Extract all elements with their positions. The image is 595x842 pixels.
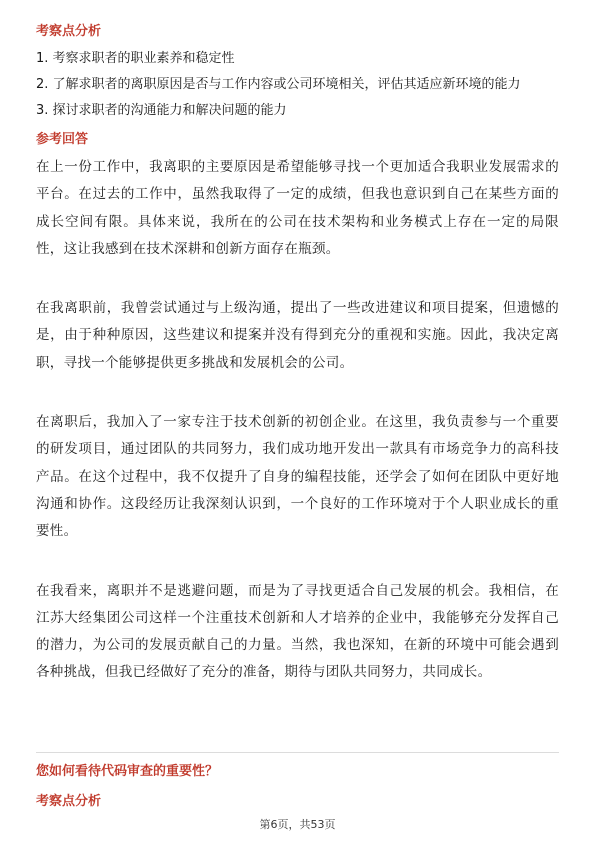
answer-paragraph: 在上一份工作中，我离职的主要原因是希望能够寻找一个更加适合我职业发展需求的平台。在过去的工作中，虽然我取得了一定的成绩，但我也意识到自己在某些方面的成长空间有限。具体来说，我所在的公司在技术架构和业务模式上存在一定的局限性，这让我感到在技术深耕和创新方面存在瓶颈。	[36, 159, 559, 257]
analysis-item: 1. 考察求职者的职业素养和稳定性	[36, 51, 235, 66]
analysis-item: 3. 探讨求职者的沟通能力和解决问题的能力	[36, 103, 287, 118]
answer-paragraph: 在离职后，我加入了一家专注于技术创新的初创企业。在这里，我负责参与一个重要的研发项目，通过团队的共同努力，我们成功地开发出一款具有市场竞争力的高科技产品。在这个过程中，我不仅提升了自身的编程技能，还学会了如何在团队中更好地沟通和协作。这段经历让我深刻认识到，一个良好的工作环境对于个人职业成长的重要性。	[36, 414, 559, 540]
analysis-title: 考察点分析	[36, 24, 102, 39]
answer-paragraph: 在我看来，离职并不是逃避问题，而是为了寻找更适合自己发展的机会。我相信，在江苏大经集团公司这样一个注重技术创新和人才培养的企业中，我能够充分发挥自己的潜力，为公司的发展贡献自己的力量。当然，我也深知，在新的环境中可能会遇到各种挑战，但我已经做好了充分的准备，期待与团队共同努力，共同成长。	[36, 582, 559, 681]
analysis-item: 2. 了解求职者的离职原因是否与工作内容或公司环境相关，评估其适应新环境的能力	[36, 77, 521, 92]
section-divider	[36, 752, 559, 753]
content-area	[36, 22, 559, 687]
next-question-heading: 您如何看待代码审查的重要性？	[36, 764, 219, 779]
page-footer: 第6页，共53页	[259, 818, 336, 831]
next-analysis-title: 考察点分析	[36, 794, 102, 809]
analysis-list	[36, 46, 559, 124]
answer-title: 参考回答	[36, 132, 89, 147]
answer-paragraph: 在我离职前，我曾尝试通过与上级沟通，提出了一些改进建议和项目提案，但遗憾的是，由于种种原因，这些建议和提案并没有得到充分的重视和实施。因此，我决定离职，寻找一个能够提供更多挑战和发展机会的公司。	[36, 300, 559, 371]
